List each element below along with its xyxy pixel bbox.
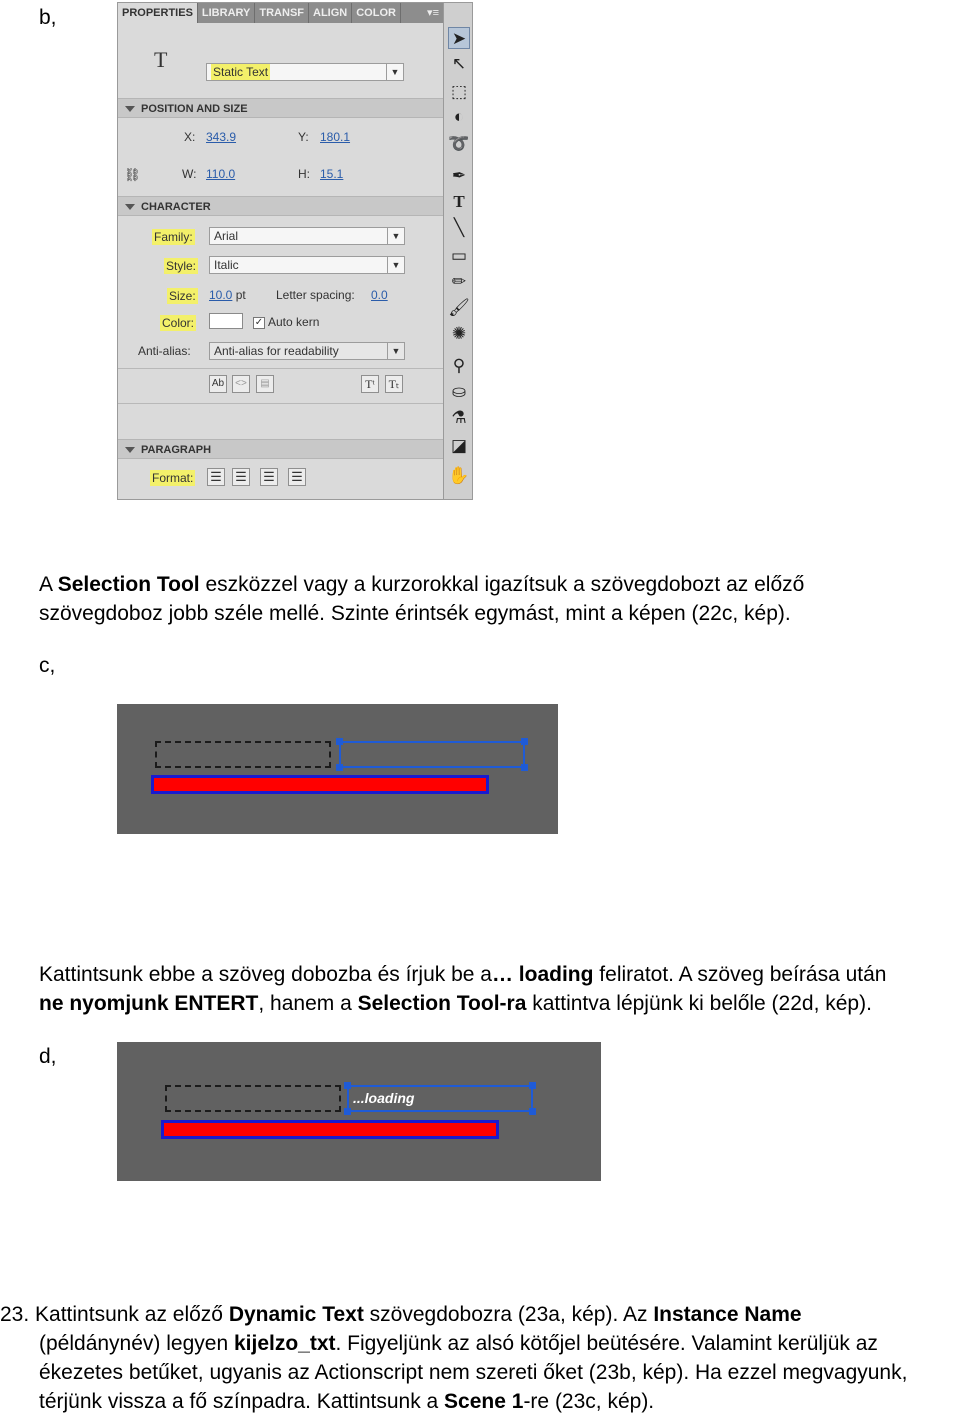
figure-label-d: d, — [39, 1045, 57, 1068]
paint-bucket-tool-icon[interactable]: ⛀ — [451, 382, 467, 401]
collapse-triangle-icon — [125, 106, 135, 112]
pencil-tool-icon[interactable]: ✏ — [451, 272, 467, 291]
resize-handle[interactable] — [336, 764, 343, 771]
text-line: ékezetes betűket, ugyanis az Actionscript nem szereti őket (23b, kép). Ha ezzel megvagyunk, — [39, 1361, 908, 1384]
pen-tool-icon[interactable]: ✒ — [451, 166, 467, 185]
color-label: Color: — [162, 316, 195, 330]
superscript-icon[interactable]: Tᵗ — [361, 375, 379, 393]
align-center-icon[interactable]: ☰ — [232, 468, 250, 486]
tab-align[interactable]: ALIGN — [309, 3, 352, 23]
tab-color[interactable]: COLOR — [352, 3, 401, 23]
w-value[interactable]: 110.0 — [206, 167, 236, 181]
chevron-down-icon: ▼ — [386, 64, 403, 80]
deco-tool-icon[interactable]: ✺ — [451, 324, 467, 343]
eyedropper-tool-icon[interactable]: ⚗ — [451, 408, 467, 427]
step-number: 23. — [0, 1303, 30, 1326]
text-line: (példánynév) legyen kijelzo_txt. Figyeljünk az alsó kötőjel beütésére. Valamint kerüljük az — [39, 1332, 878, 1355]
family-value: Arial — [214, 229, 239, 243]
checkmark-icon: ✓ — [254, 316, 264, 328]
style-value: Italic — [214, 258, 239, 272]
text-line: 23. Kattintsunk az előző Dynamic Text szövegdobozra (23a, kép). Az Instance Name — [0, 1303, 802, 1326]
anti-alias-label: Anti-alias: — [138, 344, 191, 358]
collapse-triangle-icon — [125, 204, 135, 210]
size-unit: pt — [235, 288, 246, 302]
previous-textbox — [155, 741, 331, 768]
previous-textbox — [165, 1085, 341, 1112]
subscript-icon[interactable]: Tₜ — [385, 375, 403, 393]
color-swatch[interactable] — [209, 313, 243, 329]
bone-tool-icon[interactable]: ⚲ — [452, 356, 466, 375]
render-html-icon[interactable]: <> — [232, 375, 250, 393]
text-line: térjünk vissza a fő színpadra. Kattintsunk a Scene 1-re (23c, kép). — [39, 1390, 655, 1413]
text-type-dropdown[interactable] — [206, 63, 404, 81]
w-label: W: — [182, 167, 197, 181]
paragraph-step-23 — [0, 1300, 960, 1416]
letter-spacing-value[interactable]: 0.0 — [371, 288, 388, 302]
selection-tool-icon[interactable]: ➤ — [448, 27, 470, 49]
tools-panel — [443, 3, 473, 500]
align-right-icon[interactable]: ☰ — [260, 468, 278, 486]
lasso-tool-icon[interactable]: ➰ — [448, 134, 470, 153]
resize-handle[interactable] — [529, 1108, 536, 1115]
text-line: ne nyomjunk ENTERT, hanem a Selection Tool-ra kattintva lépjünk ki belőle (22d, kép). — [39, 992, 872, 1015]
resize-handle[interactable] — [344, 1082, 351, 1089]
collapse-triangle-icon — [125, 447, 135, 453]
chevron-down-icon: ▼ — [387, 257, 404, 273]
resize-handle[interactable] — [336, 738, 343, 745]
hand-tool-icon[interactable]: ✋ — [448, 466, 470, 485]
panel-menu-icon[interactable]: ▾≡ — [427, 7, 439, 19]
figure-label-b: b, — [39, 6, 57, 29]
resize-handle[interactable] — [521, 764, 528, 771]
h-value[interactable]: 15.1 — [320, 167, 344, 181]
chevron-down-icon: ▼ — [387, 228, 404, 244]
size-label: Size: — [169, 289, 196, 303]
text-tool-icon[interactable]: T — [453, 192, 465, 211]
tab-library[interactable]: LIBRARY — [198, 3, 255, 23]
loading-text: ...loading — [353, 1090, 415, 1106]
text-line: Kattintsunk ebbe a szöveg dobozba és írjuk be a… loading feliratot. A szöveg beírása után — [39, 963, 887, 986]
family-label: Family: — [154, 230, 193, 244]
text-tool-type-icon: T — [154, 47, 168, 72]
paragraph-loading — [39, 960, 949, 1018]
paragraph-selection-tool — [39, 570, 939, 628]
align-justify-icon[interactable]: ☰ — [288, 468, 306, 486]
link-icon[interactable]: ⛓ — [124, 167, 141, 182]
selected-textbox[interactable] — [339, 741, 525, 768]
properties-panel — [117, 2, 473, 500]
text-type-value: Static Text — [213, 65, 269, 79]
style-dropdown[interactable] — [209, 256, 405, 274]
rectangle-tool-icon[interactable]: ▭ — [450, 246, 468, 265]
divider — [118, 368, 443, 369]
x-value[interactable]: 343.9 — [206, 130, 237, 144]
stage-diagram-d — [117, 1042, 601, 1181]
auto-kern-checkbox[interactable]: ✓ Auto kern — [254, 315, 320, 329]
y-value[interactable]: 180.1 — [320, 130, 351, 144]
chevron-down-icon: ▼ — [387, 343, 404, 359]
panel-tabs — [118, 3, 443, 23]
stage-diagram-c — [117, 704, 558, 834]
eraser-tool-icon[interactable]: ◪ — [450, 436, 468, 455]
format-label: Format: — [152, 471, 194, 485]
x-label: X: — [184, 130, 196, 144]
size-value: 10.0 — [209, 288, 233, 302]
free-transform-tool-icon[interactable]: ⬚ — [450, 82, 468, 101]
figure-label-c: c, — [39, 654, 56, 677]
style-label: Style: — [166, 259, 197, 273]
size-field[interactable] — [209, 288, 246, 302]
y-label: Y: — [298, 130, 309, 144]
section-paragraph[interactable]: PARAGRAPH — [118, 439, 443, 459]
align-left-icon[interactable]: ☰ — [207, 468, 225, 486]
anti-alias-value: Anti-alias for readability — [214, 344, 339, 358]
letter-spacing-label: Letter spacing: — [276, 288, 355, 302]
divider — [118, 403, 443, 404]
resize-handle[interactable] — [344, 1108, 351, 1115]
resize-handle[interactable] — [521, 738, 528, 745]
h-label: H: — [298, 167, 310, 181]
loading-bar — [151, 775, 489, 794]
loading-bar — [161, 1120, 499, 1139]
tab-properties[interactable]: PROPERTIES — [118, 3, 198, 23]
anti-alias-dropdown[interactable] — [209, 342, 405, 360]
text-line: A Selection Tool eszközzel vagy a kurzorokkal igazítsuk a szövegdobozt az előző — [39, 573, 805, 596]
family-dropdown[interactable] — [209, 227, 405, 245]
resize-handle[interactable] — [529, 1082, 536, 1089]
section-position-size[interactable]: POSITION AND SIZE — [118, 98, 443, 118]
show-border-icon[interactable]: ▤ — [256, 375, 274, 393]
brush-tool-icon[interactable]: 🖌 — [448, 298, 470, 317]
text-line: szövegdoboz jobb széle mellé. Szinte érintsék egymást, mint a képen (22c, kép). — [39, 602, 791, 625]
3d-rotation-tool-icon[interactable]: ◐ — [453, 107, 465, 126]
section-character[interactable]: CHARACTER — [118, 196, 443, 216]
subselection-tool-icon[interactable]: ↖ — [451, 54, 467, 73]
tab-transform[interactable]: TRANSF — [255, 3, 309, 23]
selectable-text-icon[interactable]: Ab — [209, 375, 227, 393]
line-tool-icon[interactable]: ╲ — [453, 218, 465, 237]
